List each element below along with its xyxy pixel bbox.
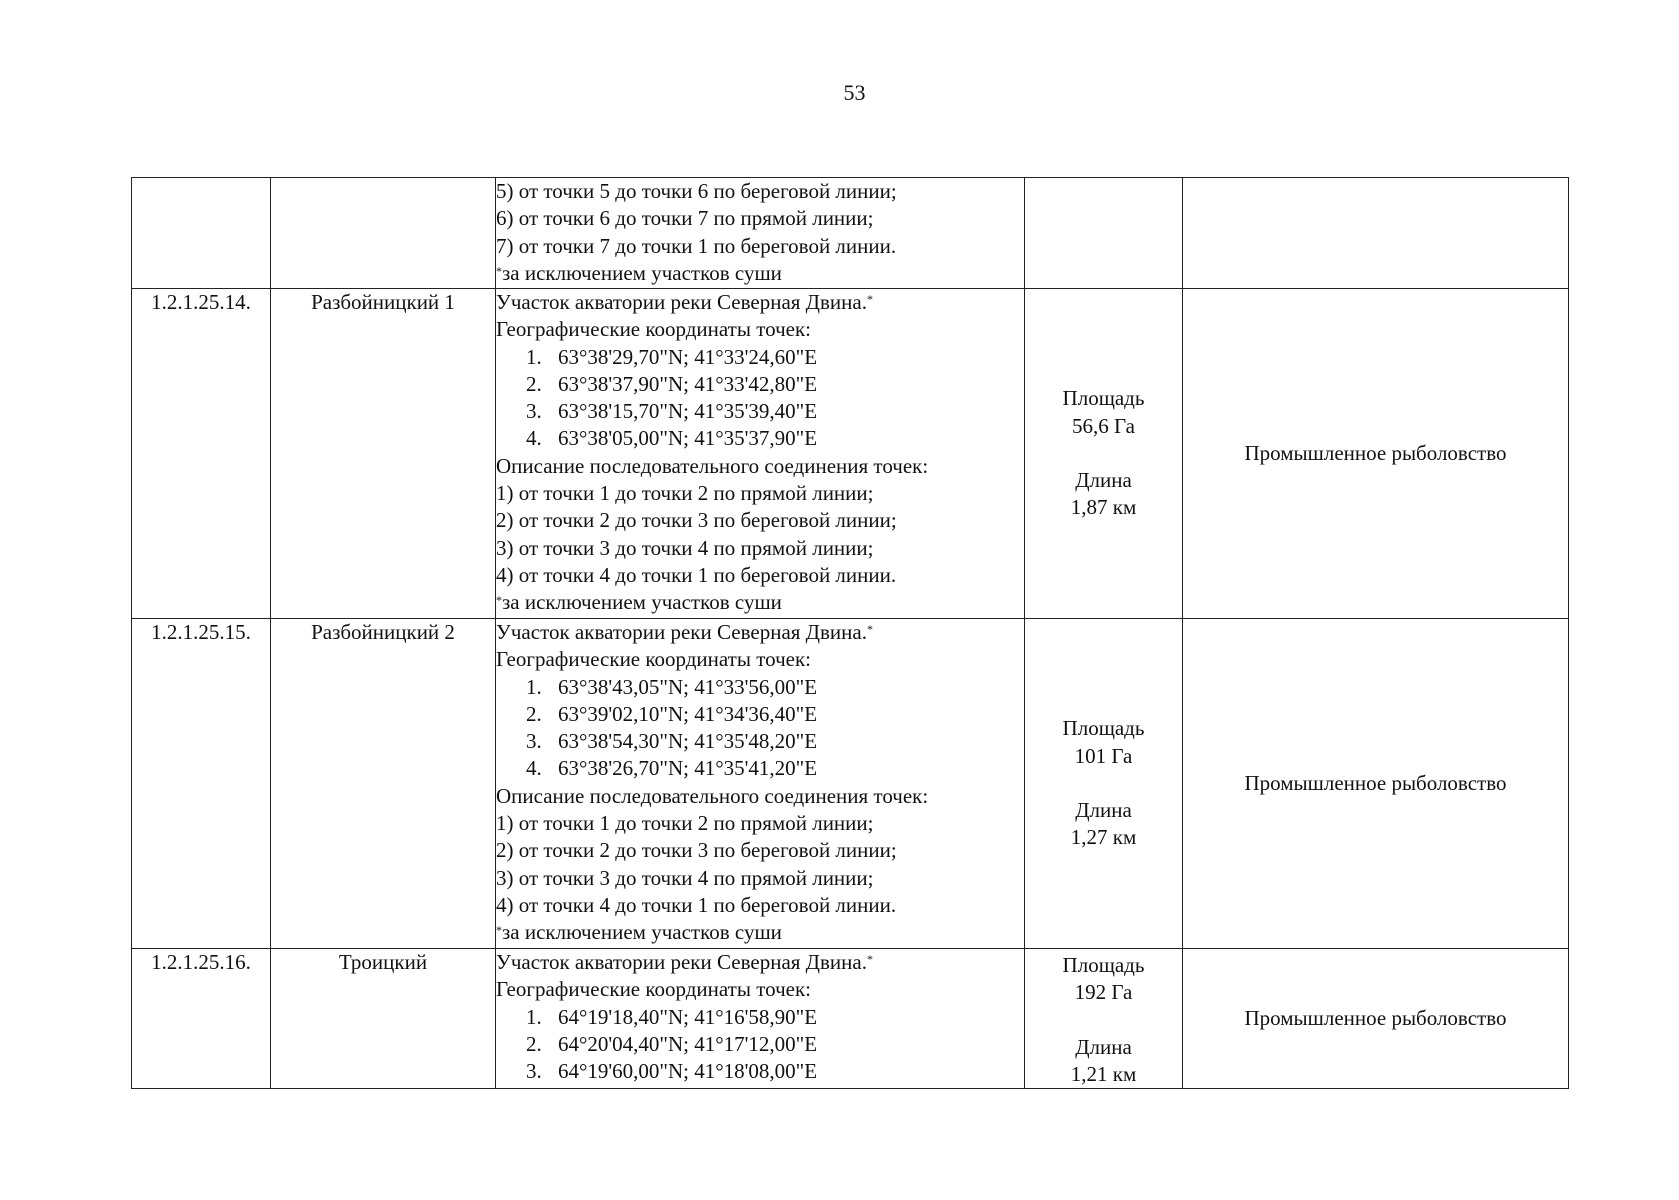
cell-size xyxy=(1025,619,1183,949)
connection-line: 3) от точки 3 до точки 4 по прямой линии; xyxy=(496,865,874,890)
area-value: 101 Га xyxy=(1074,743,1133,768)
cell-size xyxy=(1025,289,1183,619)
area-title: Участок акватории реки Северная Двина.* xyxy=(496,950,873,974)
area-title: Участок акватории реки Северная Двина.* xyxy=(496,290,873,314)
cell-size xyxy=(1025,949,1183,1089)
area-label: Площадь xyxy=(1062,716,1145,741)
table-row xyxy=(132,949,1569,1089)
connection-line: 4) от точки 4 до точки 1 по береговой линии. xyxy=(496,892,897,917)
length-label: Длина xyxy=(1075,468,1132,492)
cell-description xyxy=(496,289,1025,619)
coordinate-item: 2. 64°20'04,40"N; 41°17'12,00"E xyxy=(526,1031,818,1056)
connection-line: 2) от точки 2 до точки 3 по береговой линии; xyxy=(496,838,897,863)
connection-line: 2) от точки 2 до точки 3 по береговой линии; xyxy=(496,508,897,533)
cell-usage: Промышленное рыболовство xyxy=(1183,619,1569,949)
area-value: 192 Га xyxy=(1074,980,1133,1005)
connection-line: 5) от точки 5 до точки 6 по береговой линии; xyxy=(496,179,897,203)
coordinate-item: 2. 63°38'37,90"N; 41°33'42,80"E xyxy=(526,371,818,396)
connection-line: 4) от точки 4 до точки 1 по береговой линии. xyxy=(496,562,897,587)
coordinate-item: 1. 64°19'18,40"N; 41°16'58,90"E xyxy=(526,1004,818,1029)
coordinate-item: 4. 63°38'26,70"N; 41°35'41,20"E xyxy=(526,756,818,781)
cell-usage: Промышленное рыболовство xyxy=(1183,289,1569,619)
footnote-mark: * xyxy=(866,622,873,636)
cell-description xyxy=(496,949,1025,1089)
coordinate-item: 1. 63°38'29,70"N; 41°33'24,60"E xyxy=(526,344,818,369)
cell-number: 1.2.1.25.14. xyxy=(132,289,271,619)
footnote-mark: * xyxy=(496,263,502,278)
area-label: Площадь xyxy=(1062,386,1145,411)
footnote-line xyxy=(496,260,1024,287)
coordinate-item: 3. 64°19'60,00"N; 41°18'08,00"E xyxy=(526,1059,818,1084)
area-value: 56,6 Га xyxy=(1072,413,1135,438)
length-value: 1,27 км xyxy=(1070,825,1137,850)
table-row xyxy=(132,619,1569,949)
length-value: 1,21 км xyxy=(1070,1061,1137,1086)
footnote-line: *за исключением участков суши xyxy=(496,590,782,615)
page-number: 53 xyxy=(843,80,866,105)
footnote-text: за исключением участков суши xyxy=(502,260,782,285)
connection-line: 6) от точки 6 до точки 7 по прямой линии; xyxy=(496,206,874,231)
cell-description xyxy=(496,178,1025,289)
area-label: Площадь xyxy=(1062,953,1145,977)
cell-name: Разбойницкий 1 xyxy=(271,289,496,619)
cell-name: Разбойницкий 2 xyxy=(271,619,496,949)
length-label: Длина xyxy=(1075,1034,1132,1059)
cell-number xyxy=(132,178,271,289)
footnote-line: *за исключением участков суши xyxy=(496,920,782,945)
connection-line: 1) от точки 1 до точки 2 по прямой линии; xyxy=(496,811,874,836)
length-label: Длина xyxy=(1075,798,1132,822)
cell-name: Троицкий xyxy=(271,949,496,1089)
cell-name xyxy=(271,178,496,289)
cell-size xyxy=(1025,178,1183,289)
coords-header: Географические координаты точек: xyxy=(496,647,811,672)
cell-usage: Промышленное рыболовство xyxy=(1183,949,1569,1089)
cell-number: 1.2.1.25.16. xyxy=(132,949,271,1089)
coords-header: Географические координаты точек: xyxy=(496,977,811,1002)
footnote-mark: * xyxy=(866,292,873,306)
coordinate-item: 4. 63°38'05,00"N; 41°35'37,90"E xyxy=(526,426,818,451)
cell-description xyxy=(496,619,1025,949)
table-row-continuation xyxy=(132,178,1569,289)
length-value: 1,87 км xyxy=(1070,495,1137,520)
footnote-mark: * xyxy=(866,952,873,966)
description-header: Описание последовательного соединения точек: xyxy=(496,453,929,478)
cell-number: 1.2.1.25.15. xyxy=(132,619,271,949)
connection-line: 1) от точки 1 до точки 2 по прямой линии; xyxy=(496,481,874,506)
area-title: Участок акватории реки Северная Двина.* xyxy=(496,620,873,644)
description-header: Описание последовательного соединения точек: xyxy=(496,783,929,808)
fishing-areas-table xyxy=(131,177,1569,1089)
connection-line: 7) от точки 7 до точки 1 по береговой линии. xyxy=(496,233,897,258)
cell-usage xyxy=(1183,178,1569,289)
coordinate-item: 3. 63°38'54,30"N; 41°35'48,20"E xyxy=(526,729,818,754)
coordinate-item: 1. 63°38'43,05"N; 41°33'56,00"E xyxy=(526,674,818,699)
table-row xyxy=(132,289,1569,619)
coordinate-item: 3. 63°38'15,70"N; 41°35'39,40"E xyxy=(526,399,818,424)
connection-line: 3) от точки 3 до точки 4 по прямой линии; xyxy=(496,535,874,560)
coords-header: Географические координаты точек: xyxy=(496,317,811,342)
coordinate-item: 2. 63°39'02,10"N; 41°34'36,40"E xyxy=(526,701,818,726)
